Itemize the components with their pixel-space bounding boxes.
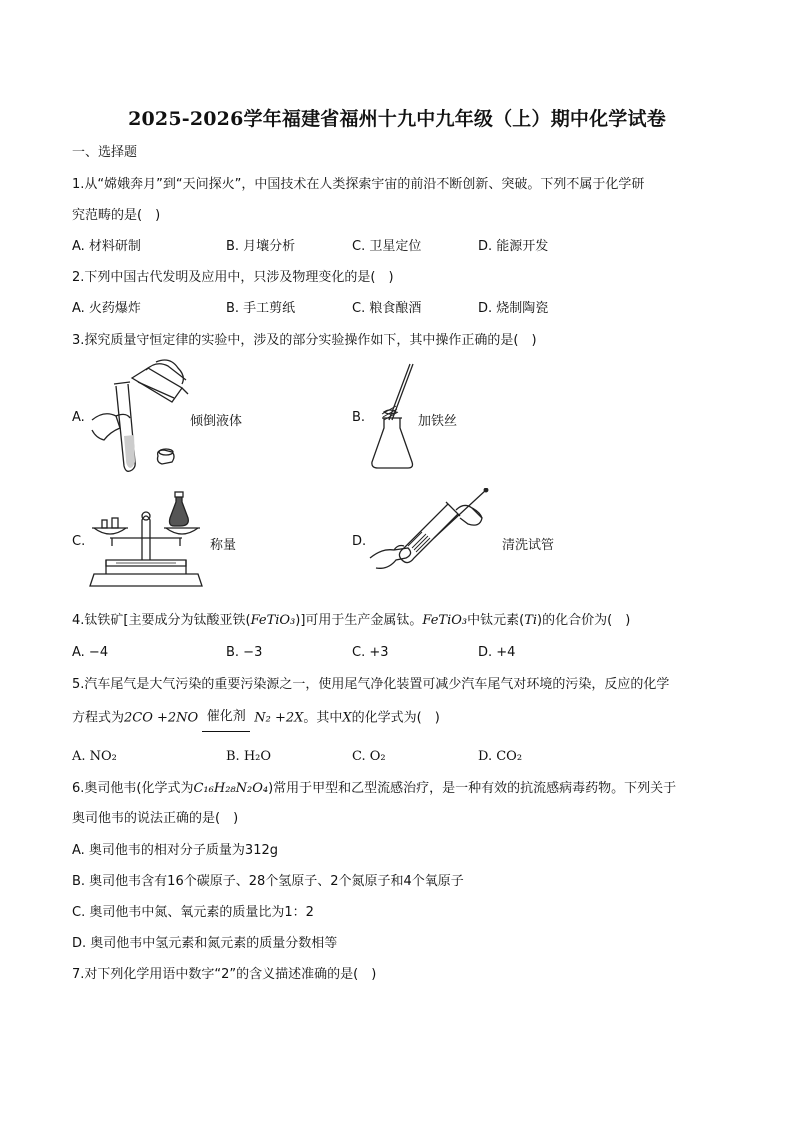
q4-formula-2: FeTiO₃ [422, 613, 468, 628]
page-title: 2025-2026学年福建省福州十九中九年级（上）期中化学试卷 [128, 108, 666, 130]
q6-stem-post: )常用于甲型和乙型流感治疗，是一种有效的抗流感病毒药物。下列关于 [268, 781, 677, 796]
section-heading: 一、选择题 [72, 145, 138, 160]
pour-liquid-icon [86, 358, 196, 476]
q4-stem-mid2: 中钛元素( [467, 613, 525, 628]
wash-test-tube-icon [368, 488, 494, 576]
q4-option-d: D. +4 [478, 645, 516, 660]
q5-products: N₂ +2X [254, 710, 304, 726]
q4-option-c: C. +3 [352, 645, 389, 660]
q5-stem-post2: 的化学式为( ) [351, 710, 440, 726]
q2-option-c: C. 粮食酿酒 [352, 301, 422, 316]
add-iron-wire-icon [366, 362, 418, 472]
q6-option-c: C. 奥司他韦中氮、氧元素的质量比为1：2 [72, 905, 314, 920]
q1-option-b: B. 月壤分析 [226, 239, 296, 254]
q4-option-a: A. −4 [72, 645, 109, 660]
q3-figure-b-letter: B. [352, 410, 366, 425]
q5-stem-pre: 方程式为 [72, 710, 125, 726]
q3-figure-a-caption: 倾倒液体 [190, 414, 243, 429]
q6-option-a: A. 奥司他韦的相对分子质量为312g [72, 843, 278, 858]
q3-figure-d-letter: D. [352, 534, 367, 549]
q4-stem-pre: 4.钛铁矿[主要成分为钛酸亚铁( [72, 613, 251, 628]
q4-stem-post: )的化合价为( ) [537, 613, 631, 628]
q3-figure-b-caption: 加铁丝 [418, 414, 458, 429]
q5-stem-line1: 5.汽车尾气是大气污染的重要污染源之一，使用尾气净化装置可减少汽车尾气对环境的污染，反应的化学 [72, 677, 670, 692]
q2-option-b: B. 手工剪纸 [226, 301, 296, 316]
q4-symbol: Ti [524, 613, 538, 628]
q1-stem-line1: 1.从“嫦娥奔月”到“天问探火”，中国技术在人类探索宇宙的前沿不断创新、突破。下列不属于化学研 [72, 177, 645, 192]
q7-stem: 7.对下列化学用语中数字“2”的含义描述准确的是( ) [72, 967, 377, 982]
q3-figure-d-caption: 清洗试管 [502, 538, 555, 553]
q4-stem-mid: )]可用于生产金属钛。 [295, 613, 423, 628]
q4-option-b: B. −3 [226, 645, 263, 660]
q5-option-b: B. H₂O [226, 749, 272, 764]
q3-figure-c-caption: 称量 [210, 538, 237, 553]
q2-option-a: A. 火药爆炸 [72, 301, 141, 316]
q6-option-b: B. 奥司他韦含有16个碳原子、28个氢原子、2个氮原子和4个氧原子 [72, 874, 464, 889]
q3-figure-c-letter: C. [72, 534, 86, 549]
q1-stem-line2: 究范畴的是( ) [72, 208, 161, 223]
q5-stem-post: 。其中 [303, 710, 343, 726]
balance-scale-icon [86, 490, 206, 590]
q4-stem [72, 612, 630, 630]
q5-equation-line [72, 704, 440, 732]
q2-option-d: D. 烧制陶瓷 [478, 301, 549, 316]
q6-formula: C₁₆H₂₈N₂O₄ [193, 781, 269, 796]
q5-option-a: A. NO₂ [72, 749, 117, 764]
q3-stem: 3.探究质量守恒定律的实验中，涉及的部分实验操作如下，其中操作正确的是( ) [72, 333, 537, 348]
q2-stem: 2.下列中国古代发明及应用中，只涉及物理变化的是( ) [72, 270, 394, 285]
q1-option-d: D. 能源开发 [478, 239, 549, 254]
q5-catalyst-arrow [202, 704, 250, 732]
q5-option-d: D. CO₂ [478, 749, 523, 764]
q1-option-a: A. 材料研制 [72, 239, 141, 254]
q5-catalyst-label: 催化剂 [206, 709, 246, 724]
q5-reactants: 2CO +2NO [124, 710, 199, 726]
q6-option-d: D. 奥司他韦中氢元素和氮元素的质量分数相等 [72, 936, 338, 951]
q5-x-symbol: X [342, 710, 352, 726]
q6-stem-pre: 6.奥司他韦(化学式为 [72, 781, 194, 796]
q4-formula: FeTiO₃ [250, 613, 296, 628]
q6-stem-line2: 奥司他韦的说法正确的是( ) [72, 811, 239, 826]
q5-reaction-bar [202, 731, 250, 732]
q3-figure-a-letter: A. [72, 410, 85, 425]
q1-option-c: C. 卫星定位 [352, 239, 422, 254]
q5-option-c: C. O₂ [352, 749, 386, 764]
q6-stem-line1 [72, 780, 676, 798]
